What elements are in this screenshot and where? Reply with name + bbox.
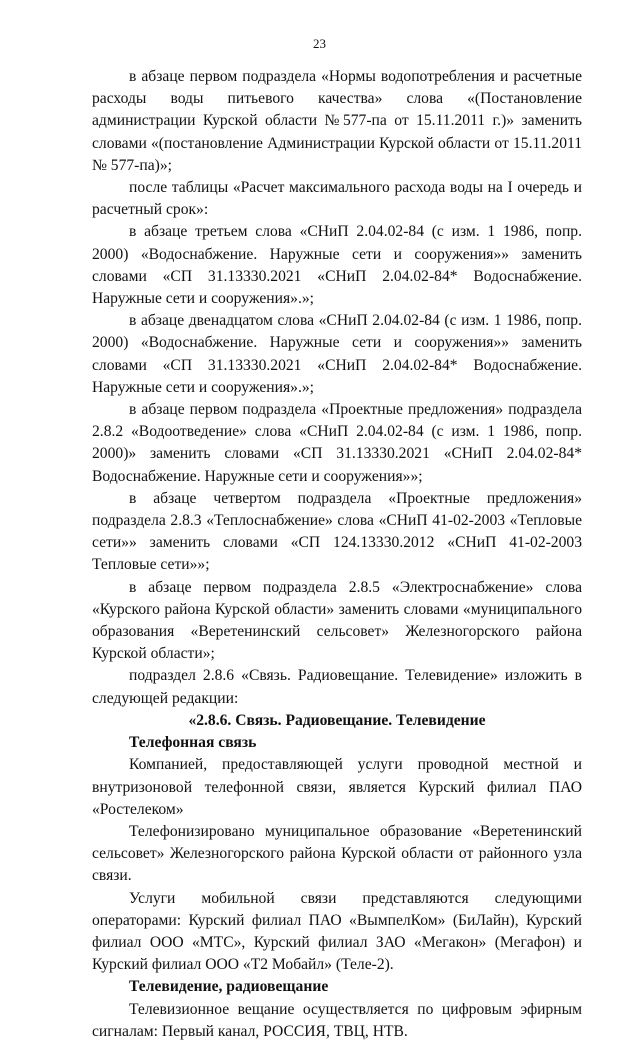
section-heading: «2.8.6. Связь. Радиовещание. Телевидение [188,711,486,729]
subsection-heading-tv: Телевидение, радиовещание [129,978,329,996]
tv-paragraph-1: Телевизионное вещание осуществляется по цифровым эфирным сигналам: Первый канал, РОССИЯ, ТВЦ, НТВ. [92,1000,582,1040]
page-number: 23 [313,36,326,51]
phone-paragraph-2: Телефонизировано муниципальное образование «Веретенинский сельсовет» Железногорского района Курской области от районного узла связи. [92,822,582,885]
paragraph-4: в абзаце двенадцатом слова «СНиП 2.04.02-84 (с изм. 1 1986, попр. 2000) «Водоснабжение. Наружные сети и сооружения»» заменить словами «СП 31.13330.2021 «СНиП 2.04.02-84* Водоснабжение. Наружные сети и сооружения».»; [92,312,582,396]
paragraph-7: в абзаце первом подраздела 2.8.5 «Электроснабжение» слова «Курского района Курской области» заменить словами «муниципального образования «Веретенинский сельсовет» Железногорского района Курской области»; [92,578,582,663]
paragraph-3: в абзаце третьем слова «СНиП 2.04.02-84 (с изм. 1 1986, попр. 2000) «Водоснабжение. Наружные сети и сооружения»» заменить словами «СП 31.13330.2021 «СНиП 2.04.02-84* Водоснабжение. Наружные сети и сооружения».»; [92,223,582,308]
subsection-heading-phone: Телефонная связь [129,734,257,752]
paragraph-8: подраздел 2.8.6 «Связь. Радиовещание. Телевидение» изложить в следующей редакции: [92,667,582,707]
phone-paragraph-1: Компанией, предоставляющей услуги проводной местной и внутризоновой телефонной связи, является Курский филиал ПАО «Ростелеком» [92,756,582,818]
paragraph-5: в абзаце первом подраздела «Проектные предложения» подраздела 2.8.2 «Водоотведение» слова «СНиП 2.04.02-84 (с изм. 1 1986, попр. 2000)» заменить словами «СП 31.13330.2021 «СНиП 2.04.02-84* Водоснабжение. Наружные сети и сооружения»»; [92,401,582,485]
paragraph-6: в абзаце четвертом подраздела «Проектные предложения» подраздела 2.8.3 «Теплоснабжение» слова «СНиП 41-02-2003 «Тепловые сети»» заменить словами «СП 124.13330.2012 «СНиП 41-02-2003 Тепловые сети»»; [92,489,582,574]
document-body [92,66,582,1043]
paragraph-2: после таблицы «Расчет максимального расхода воды на I очередь и расчетный срок»: [92,179,582,219]
paragraph-1: в абзаце первом подраздела «Нормы водопотребления и расчетные расходы воды питьевого качества» слова «(Постановление администрации Курской области №577-па от 15.11.2011 г.)» заменить словами «(постановление Администрации Курской области от 15.11.2011 № 577-па)»; [92,68,582,174]
phone-paragraph-3: Услуги мобильной связи представляются следующими операторами: Курский филиал ПАО «ВымпелКом» (БиЛайн), Курский филиал ООО «МТС», Курский филиал ЗАО «Мегакон» (Мегафон) и Курский филиал ООО «Т2 Мобайл» (Теле-2). [92,889,582,974]
